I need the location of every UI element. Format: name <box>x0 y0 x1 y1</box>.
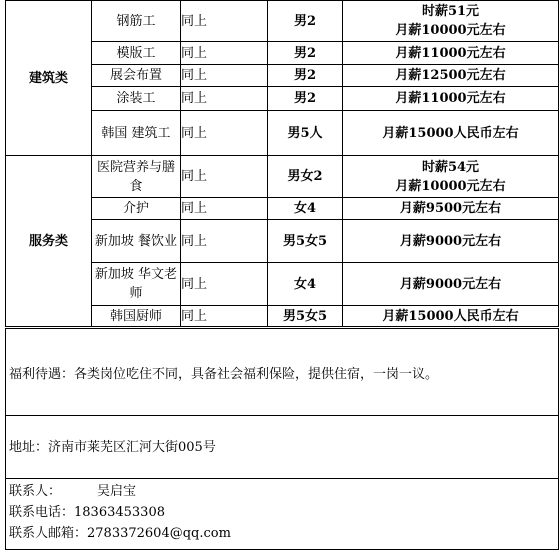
requirement-cell: 同上 <box>181 156 268 198</box>
pay-line: 月薪11000元左右 <box>395 91 506 106</box>
requirement-cell: 同上 <box>181 42 268 65</box>
pay-cell <box>343 65 559 87</box>
position-cell: 介护 <box>92 198 181 220</box>
pay-cell <box>343 156 559 198</box>
pay-line: 月薪9000元左右 <box>399 276 502 292</box>
pay-cell <box>343 220 559 263</box>
pay-line: 月薪9500元左右 <box>399 201 502 216</box>
pay-line: 月薪10000元左右 <box>395 178 506 194</box>
gender-cell: 男2 <box>268 1 343 42</box>
address-section <box>5 415 559 479</box>
requirement-cell: 同上 <box>181 306 268 327</box>
contact-email-value: 2783372604@qq.com <box>87 526 231 541</box>
address-text: 地址：济南市莱芜区汇河大街005号 <box>9 440 216 455</box>
gender-cell: 男女2 <box>268 156 343 198</box>
pay-cell <box>343 263 559 306</box>
pay-cell <box>343 111 559 156</box>
gender-cell: 男5人 <box>268 111 343 156</box>
pay-line: 时薪51元 <box>421 4 480 19</box>
contact-email-row <box>9 524 231 543</box>
position-cell: 钢筋工 <box>92 1 181 42</box>
pay-cell <box>343 1 559 42</box>
contact-person-row <box>9 482 136 501</box>
pay-cell <box>343 306 559 327</box>
requirement-cell: 同上 <box>181 1 268 42</box>
pay-line: 月薪15000人民币左右 <box>382 308 519 324</box>
pay-line: 月薪10000元左右 <box>395 23 506 38</box>
position-cell: 模版工 <box>92 42 181 65</box>
requirement-cell: 同上 <box>181 198 268 220</box>
gender-cell: 男2 <box>268 87 343 111</box>
contact-phone-row <box>9 503 165 522</box>
pay-line: 时薪54元 <box>421 159 480 175</box>
pay-line: 月薪12500元左右 <box>395 68 506 83</box>
position-cell: 涂装工 <box>92 87 181 111</box>
jobs-table <box>5 0 559 327</box>
contact-person-value: 吴启宝 <box>97 484 137 499</box>
position-cell: 医院营养与膳食 <box>92 156 181 198</box>
position-cell: 展会布置 <box>92 65 181 87</box>
recruitment-sheet <box>5 0 558 549</box>
category-cell: 建筑类 <box>6 1 92 156</box>
gender-cell: 女4 <box>268 263 343 306</box>
gender-cell: 女4 <box>268 198 343 220</box>
position-cell: 韩国厨师 <box>92 306 181 327</box>
category-cell: 服务类 <box>6 156 92 327</box>
contact-section <box>5 478 559 550</box>
requirement-cell: 同上 <box>181 111 268 156</box>
benefits-section <box>5 328 559 416</box>
gender-cell: 男5女5 <box>268 220 343 263</box>
pay-cell <box>343 87 559 111</box>
requirement-cell: 同上 <box>181 220 268 263</box>
contact-person-label: 联系人： <box>9 484 62 499</box>
pay-line: 月薪9000元左右 <box>399 233 502 249</box>
requirement-cell: 同上 <box>181 87 268 111</box>
requirement-cell: 同上 <box>181 65 268 87</box>
pay-line: 月薪15000人民币左右 <box>382 125 519 141</box>
contact-phone-value: 18363453308 <box>74 505 165 520</box>
benefits-text: 福利待遇：各类岗位吃住不同，具备社会福利保险，提供住宿，一岗一议。 <box>9 367 439 382</box>
gender-cell: 男5女5 <box>268 306 343 327</box>
pay-cell <box>343 42 559 65</box>
pay-cell <box>343 198 559 220</box>
requirement-cell: 同上 <box>181 263 268 306</box>
pay-line: 月薪11000元左右 <box>395 45 506 61</box>
contact-email-label: 联系人邮箱： <box>9 526 88 541</box>
position-cell: 新加坡 餐饮业 <box>92 220 181 263</box>
gender-cell: 男2 <box>268 65 343 87</box>
gender-cell: 男2 <box>268 42 343 65</box>
contact-phone-label: 联系电话： <box>9 505 75 520</box>
position-cell: 新加坡 华文老师 <box>92 263 181 306</box>
table-row <box>6 156 559 198</box>
table-row <box>6 1 559 42</box>
position-cell: 韩国 建筑工 <box>92 111 181 156</box>
